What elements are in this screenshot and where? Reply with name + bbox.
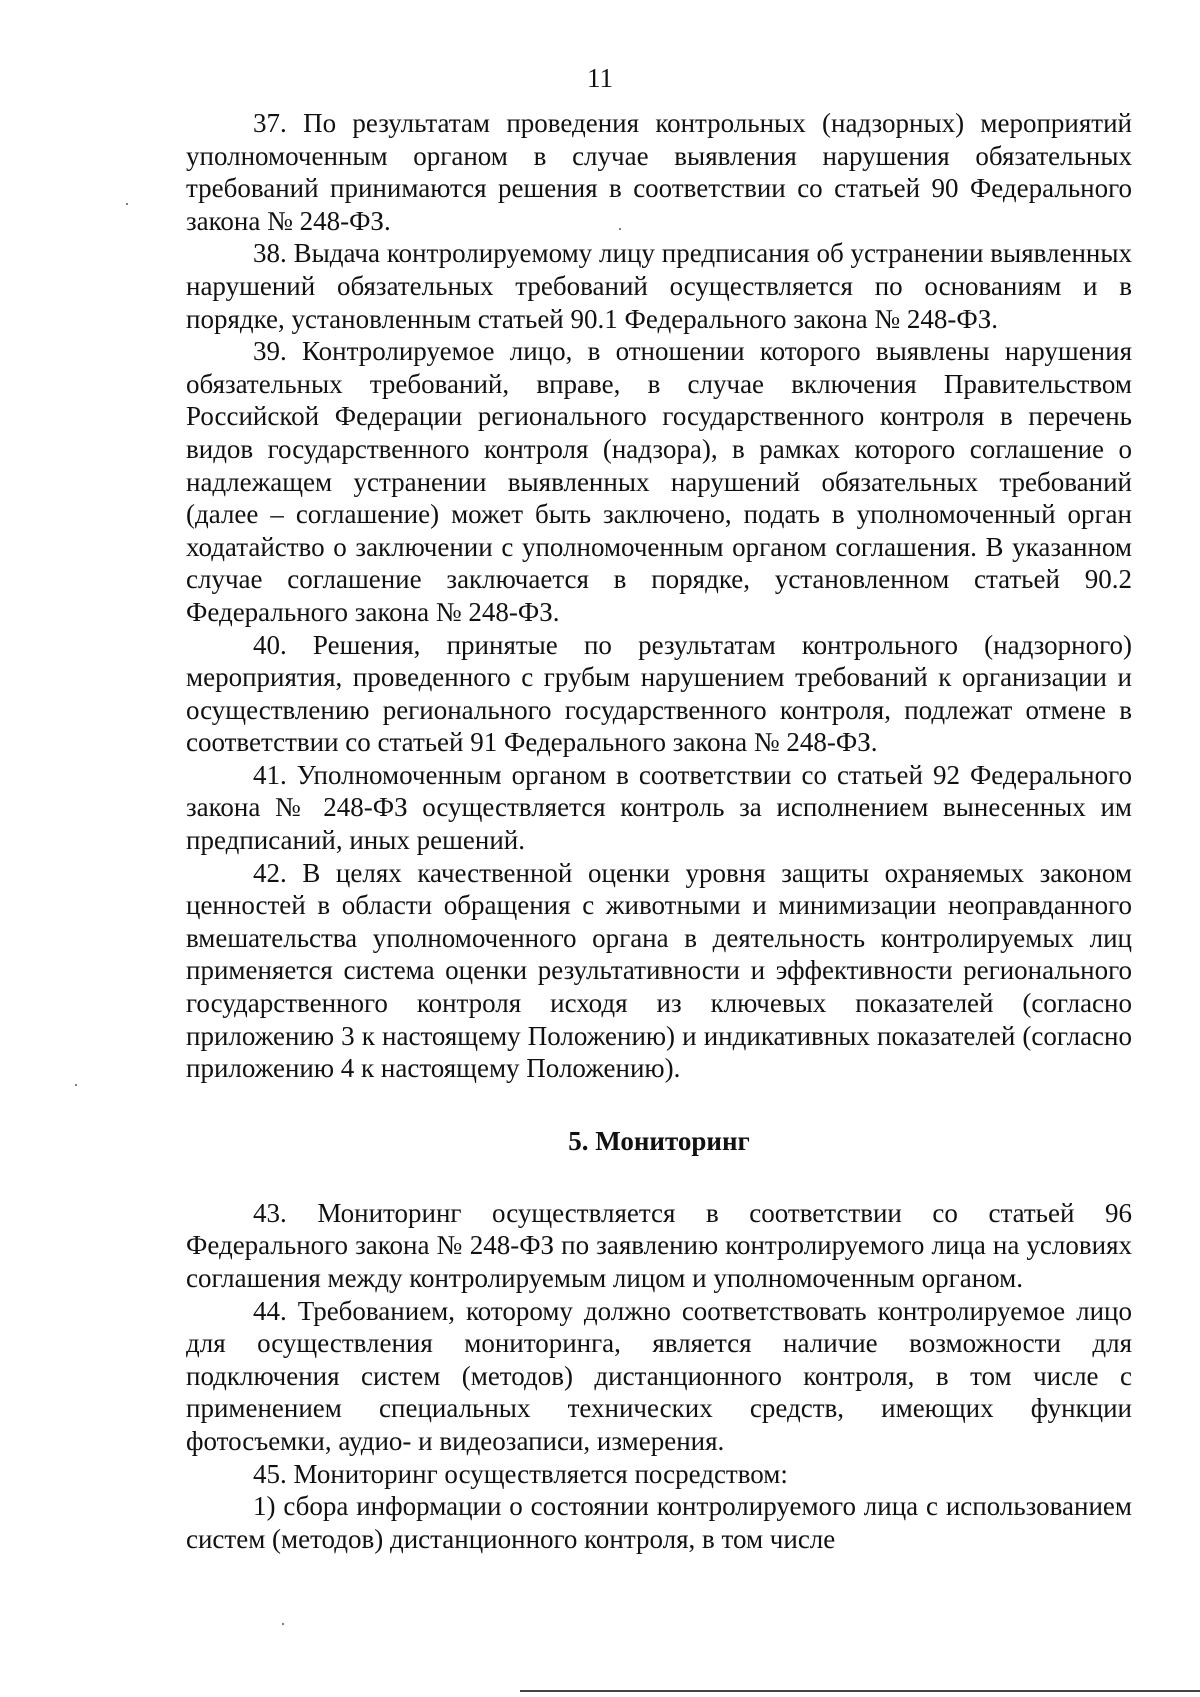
document-body [186, 107, 1132, 1555]
section-heading: 5. Мониторинг [568, 1125, 750, 1156]
paragraph-45-item-1: 1) сбора информации о состоянии контролируемого лица с использованием систем (методов) дистанционного контроля, в том числе [186, 1491, 1132, 1554]
paragraph-43: 43. Мониторинг осуществляется в соответствии со статьей 96 Федерального закона № 248-ФЗ по заявлению контролируемого лица на условиях соглашения между контролируемым лицом и уполномоченным органом. [186, 1197, 1132, 1293]
paragraph-41: 41. Уполномоченным органом в соответствии со статьей 92 Федерального закона № 248-ФЗ осуществляется контроль за исполнением вынесенных им предписаний, иных решений. [186, 759, 1132, 856]
paragraph-39: 39. Контролируемое лицо, в отношении которого выявлены нарушения обязательных требований, вправе, в случае включения Правительством Российской Федерации регионального государственного контроля в перечень видов государственного контроля (надзора), в рамках которого соглашение о надлежащем устранении выявленных нарушений обязательных требований (далее – соглашение) может быть заключено, подать в уполномоченный орган ходатайство о заключении с уполномоченным органом соглашения. В указанном случае соглашение заключается в порядке, установленном статьей 90.2 Федерального закона № 248-ФЗ. [186, 336, 1132, 627]
paragraph-37: 37. По результатам проведения контрольных (надзорных) мероприятий уполномоченным органом в случае выявления нарушения обязательных требований принимаются решения в соответствии со статьей 90 Федерального закона № 248-ФЗ. [186, 108, 1132, 236]
paragraph-44: 44. Требованием, которому должно соответствовать контролируемое лицо для осуществления мониторинга, является наличие возможности для подключения систем (методов) дистанционного контроля, в том числе с применением специальных технических средств, имеющих функции фотосъемки, аудио- и видеозаписи, измерения. [186, 1295, 1132, 1456]
scan-speck [619, 228, 621, 230]
scan-speck [126, 203, 128, 205]
scan-edge-line [520, 1690, 1200, 1692]
paragraph-38: 38. Выдача контролируемому лицу предписания об устранении выявленных нарушений обязательных требований осуществляется по основаниям и в порядке, установленным статьей 90.1 Федерального закона № 248-ФЗ. [186, 238, 1132, 334]
scan-speck [75, 1084, 77, 1086]
page-number: 11 [587, 63, 613, 93]
scan-speck [282, 1623, 284, 1625]
paragraph-45: 45. Мониторинг осуществляется посредством: [253, 1458, 788, 1489]
paragraph-42: 42. В целях качественной оценки уровня защиты охраняемых законом ценностей в области обращения с животными и минимизации неоправданного вмешательства уполномоченного органа в деятельность контролируемых лиц применяется система оценки результативности и эффективности регионального государственного контроля исходя из ключевых показателей (согласно приложению 3 к настоящему Положению) и индикативных показателей (согласно приложению 4 к настоящему Положению). [186, 857, 1132, 1084]
paragraph-40: 40. Решения, принятые по результатам контрольного (надзорного) мероприятия, проведенного с грубым нарушением требований к организации и осуществлению регионального государственного контроля, подлежат отмене в соответствии со статьей 91 Федерального закона № 248-ФЗ. [186, 629, 1132, 758]
